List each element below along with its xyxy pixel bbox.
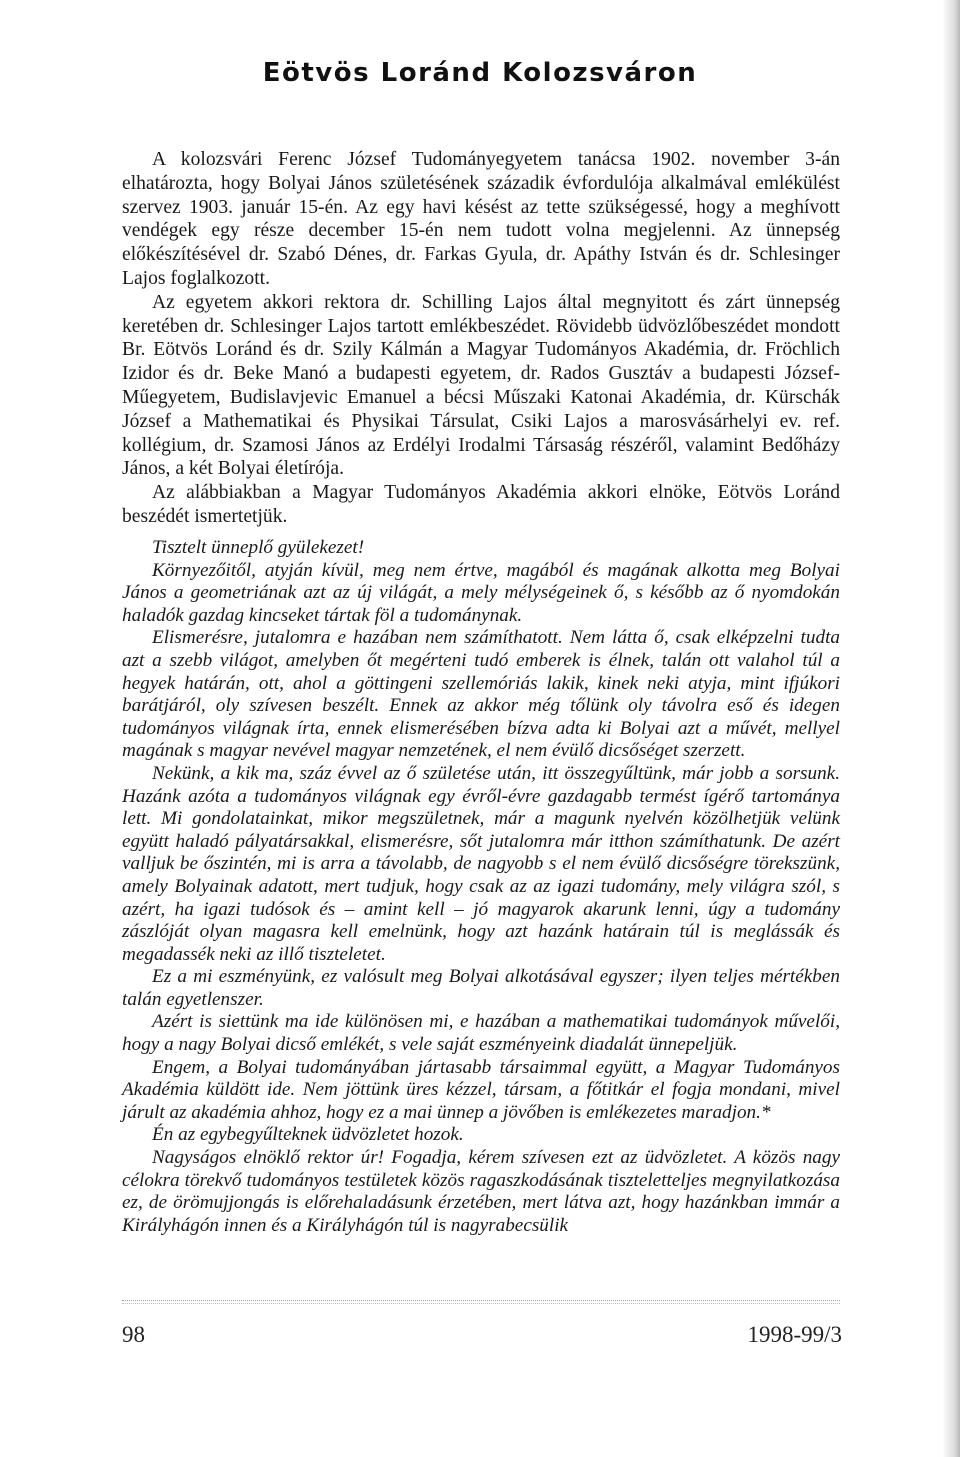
speech-paragraph: Nekünk, a kik ma, száz évvel az ő születése után, itt összegyűltünk, már jobb a sorsunk. Hazánk azóta a tudományos világnak egy évről-évre gazdagabb termést ígérő tartománya lett. Mi gondolatainkat, mikor megszületnek, már a magunk nyelvén közölhetjük velünk együtt haladó pályatársakkal, elismerésre, sőt jutalomra már itthon számíthatunk. De azért valljuk be őszintén, mi is arra a távolabb, de nagyobb s el nem évülő dicsőségre törekszünk, amely Bolyainak adatott, mert tudjuk, hogy csak az az igazi tudomány, mely világra szól, s azért, ha igazi tudósok és – amint kell – jó magyarok akarunk lenni, úgy a tudomány zászlóját olyan magasra kell emelnünk, hogy azt hazánk határain túl is meglássák és megadassék neki az illő tiszteletet. bbox=[122, 762, 840, 965]
speech-paragraph: Engem, a Bolyai tudományában jártasabb társaimmal együtt, a Magyar Tudományos Akadémia küldött ide. Nem jöttünk üres kézzel, társam, a főtitkár el fogja mondani, mivel járult az akadémia ahhoz, hogy ez a mai ünnep a jövőben is emlékezetes maradjon.* bbox=[122, 1056, 840, 1123]
page-title: Eötvös Loránd Kolozsváron bbox=[262, 58, 698, 88]
speech-salutation: Tisztelt ünneplő gyülekezet! bbox=[152, 537, 365, 558]
intro-paragraph: Az egyetem akkori rektora dr. Schilling Lajos által megnyitott és zárt ünnepség keretében dr. Schlesinger Lajos tartott emlékbeszédet. Rövidebb üdvözlőbeszédet mondott Br. Eötvös Loránd és dr. Szily Kálmán a Magyar Tudományos Akadémia, dr. Fröchlich Izidor és dr. Beke Manó a budapesti egyetem, dr. Rados Gusztáv a budapesti József-Műegyetem, Budislavjevic Emanuel a bécsi Műszaki Katonai Akadémia, dr. Kürschák József a Mathematikai és Physikai Társulat, Csiki Lajos a marosvásárhelyi ev. ref. kollégium, dr. Szamosi János az Erdélyi Irodalmi Társaság részéről, valamint Bedőházy János, a két Bolyai életírója. bbox=[122, 291, 840, 480]
issue-number: 1998-99/3 bbox=[747, 1322, 842, 1347]
speech-paragraph: Elismerésre, jutalomra e hazában nem számíthatott. Nem látta ő, csak elképzelni tudta azt a szebb világot, amelyben őt megérteni tudó emberek is élnek, talán ott valahol túl a hegyek határán, ott, ahol a göttingeni szellemóriás lakik, kinek neki atyja, mint ifjúkori barátjáról, oly szívesen beszélt. Ennek az akkor még tőlünk oly távolra eső és idegen tudományos világnak írta, ennek elismerésében bízva adta ki Bolyai azt a művét, mellyel magának s magyar nevével magyar nemzetének, el nem évülő dicsőséget szerzett. bbox=[122, 627, 840, 762]
intro-paragraph: Az alábbiakban a Magyar Tudományos Akadémia akkori elnöke, Eötvös Loránd beszédét ismertetjük. bbox=[122, 482, 840, 527]
speech-paragraph: Nagyságos elnöklő rektor úr! Fogadja, kérem szívesen ezt az üdvözletet. A közös nagy célokra törekvő tudományos testületek közös ragaszkodásának tiszteletteljes megnyilatkozása ez, de örömujjongás is előrehaladásunk érzetében, mert látva azt, hogy hazánkban immár a Királyhágón innen és a Királyhágón túl is nagyrabecsülik bbox=[122, 1147, 840, 1236]
speech-text bbox=[122, 537, 840, 1237]
intro-text bbox=[122, 148, 840, 529]
speech-paragraph: Azért is siettünk ma ide különösen mi, e hazában a mathematikai tudományok művelői, hogy a nagy Bolyai dicső emlékét, s vele saját eszményeink diadalát ünnepeljük. bbox=[122, 1011, 840, 1056]
footer-rule bbox=[122, 1300, 840, 1304]
intro-paragraph: A kolozsvári Ferenc József Tudományegyetem tanácsa 1902. november 3-án elhatározta, hogy Bolyai János születésének századik évfordulója alkalmával emlékülést szervez 1903. január 15-én. Az egy havi késést az tette szükségessé, hogy a meghívott vendégek egy része december 15-én nem tudott volna megjelenni. Az ünnepség előkészítésével dr. Szabó Dénes, dr. Farkas Gyula, dr. Apáthy István és dr. Schlesinger Lajos foglalkozott. bbox=[122, 149, 840, 289]
page-number: 98 bbox=[122, 1322, 145, 1347]
speech-paragraph: Én az egybegyűlteknek üdvözletet hozok. bbox=[152, 1124, 464, 1146]
speech-paragraph: Ez a mi eszményünk, ez valósult meg Bolyai alkotásával egyszer; ilyen teljes mértékben talán egyetlenszer. bbox=[122, 966, 840, 1010]
speech-paragraph: Környezőitől, atyján kívül, meg nem értve, magából és magának alkotta meg Bolyai János a geometriának azt az új világát, a mely mélységeinek ő, s később az ő nyomdokán haladók gazdag kincseket tártak föl a tudománynak. bbox=[122, 559, 840, 626]
page-edge-shadow bbox=[942, 0, 960, 1457]
